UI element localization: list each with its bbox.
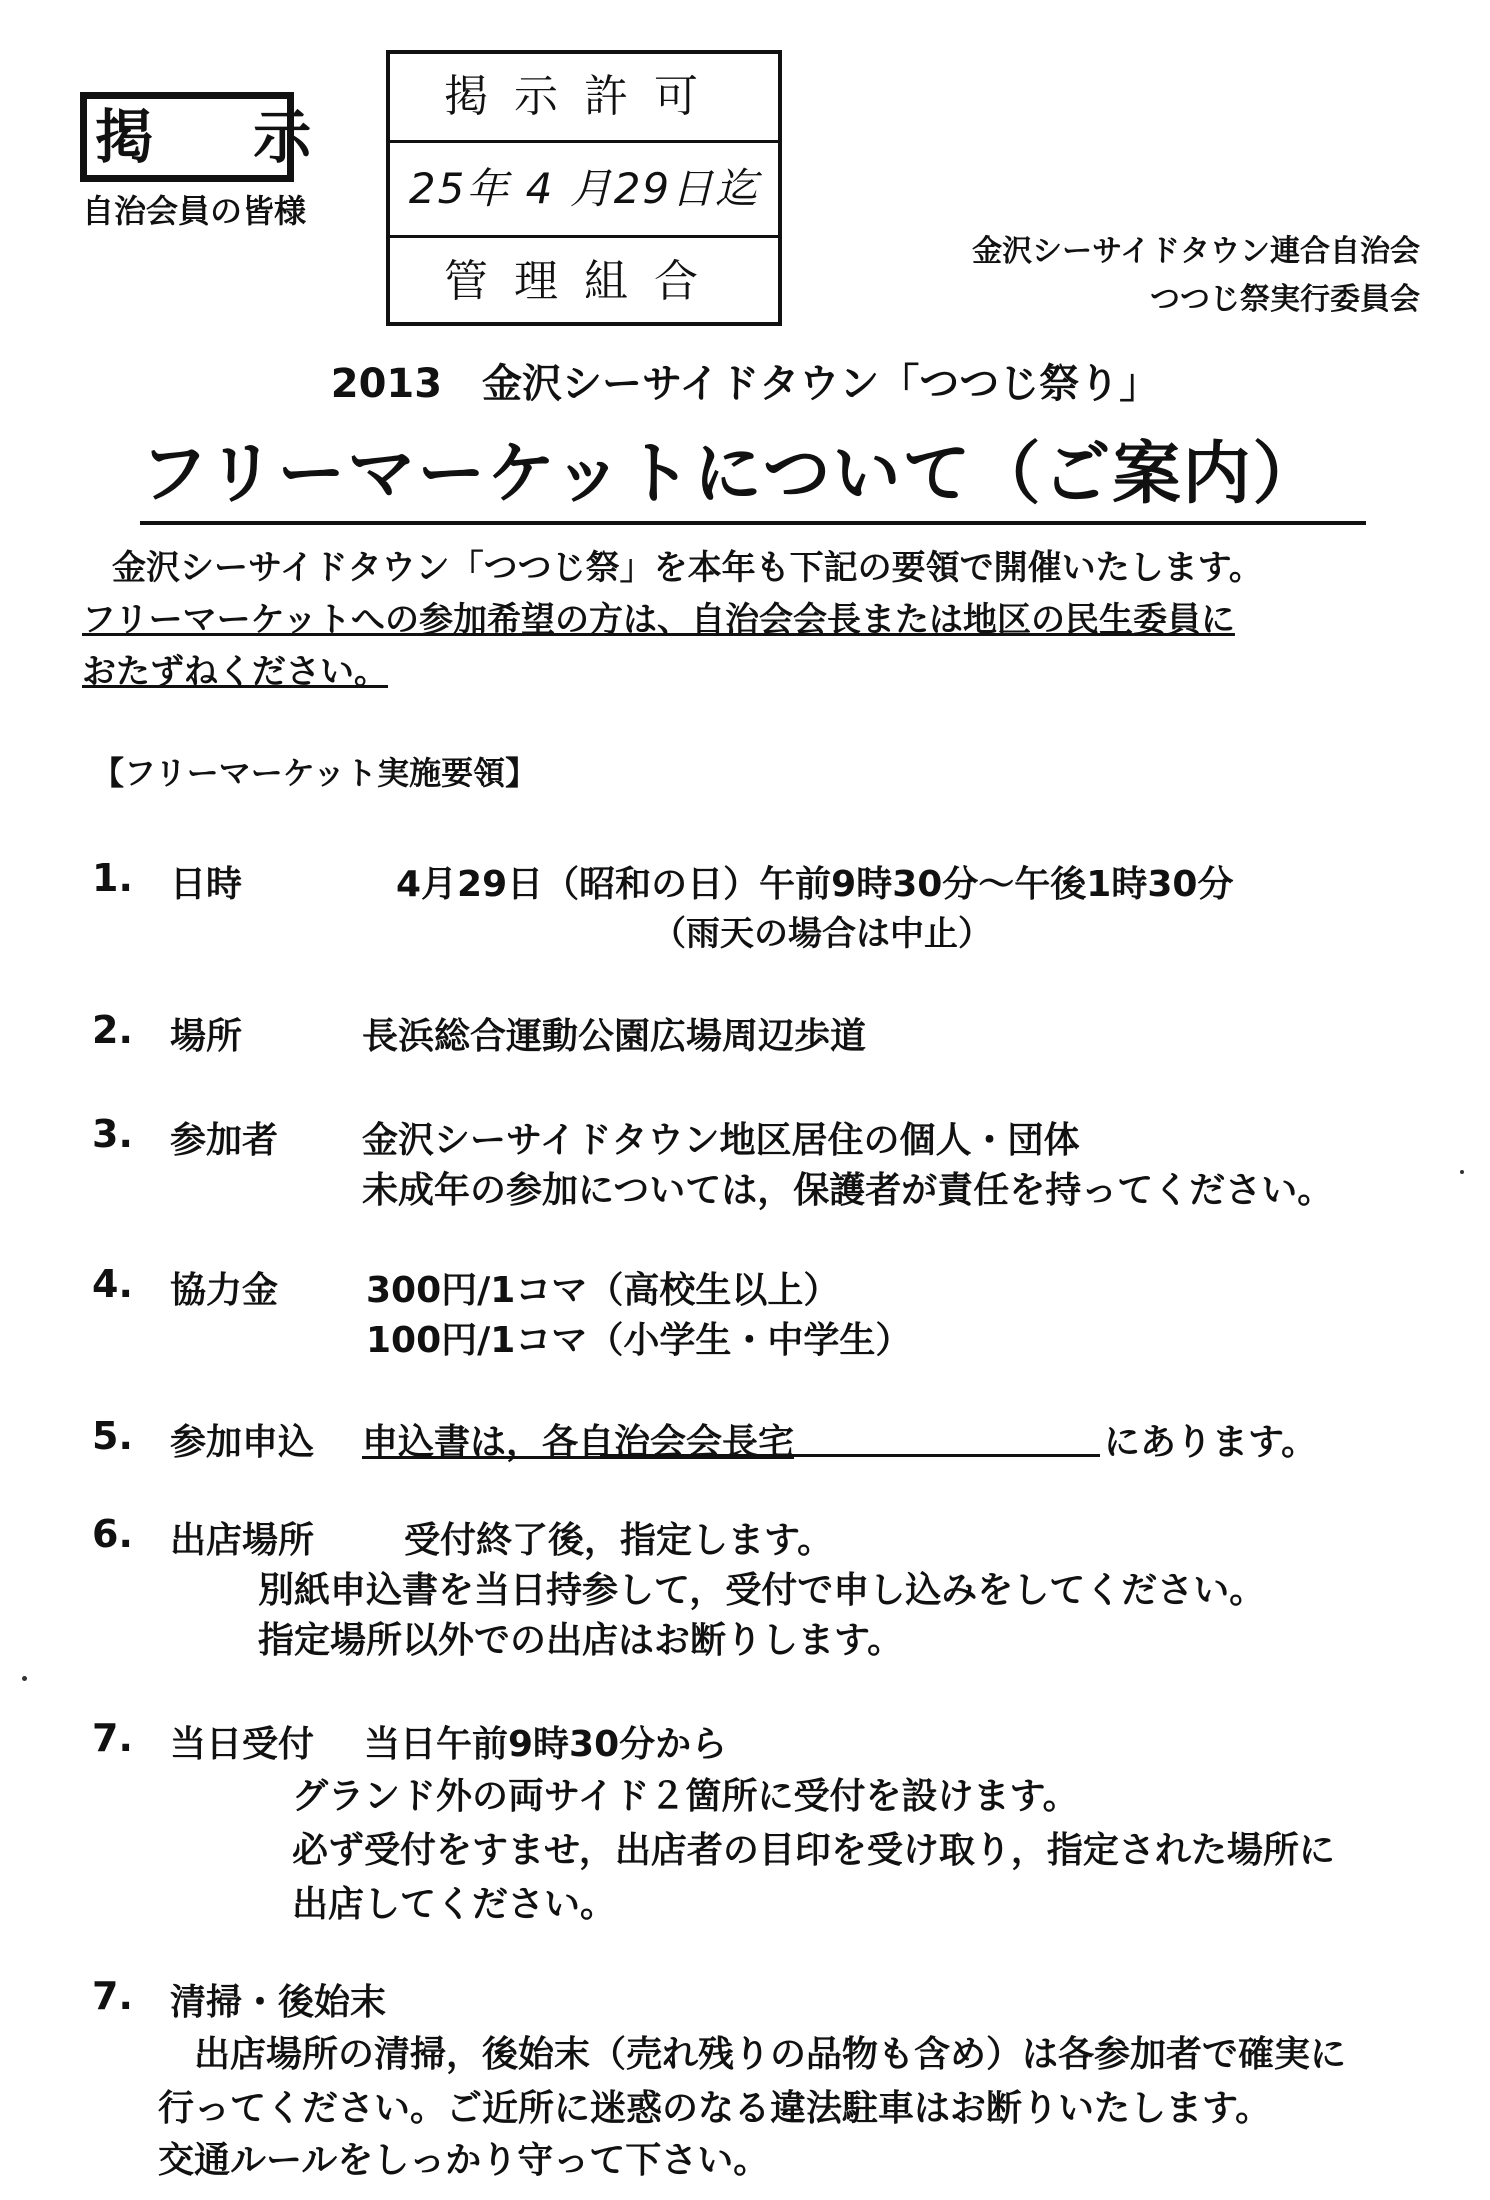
posting-label-text: 掲 示 xyxy=(87,99,287,175)
organizer-committee: つつじ祭実行委員会 xyxy=(1150,282,1420,317)
stamp-permission-label: 掲示許可 xyxy=(390,54,778,143)
intro-line-1: 金沢シーサイドタウン「つつじ祭」を本年も下記の要領で開催いたします。 xyxy=(112,548,1263,588)
organizer-federation: 金沢シーサイドタウン連合自治会 xyxy=(972,234,1420,269)
item-cleanup-line-2: 行ってください。ご近所に迷惑のなる違法駐車はお断りいたします。 xyxy=(158,2088,1272,2129)
scan-speck xyxy=(22,1676,27,1681)
item-number: 7. xyxy=(92,1716,133,1760)
item-booth-line-1: 受付終了後，指定します。 xyxy=(404,1520,834,1561)
posting-label xyxy=(80,92,352,182)
item-number: 4. xyxy=(92,1262,133,1306)
item-fee-high-school: 300円/1コマ（高校生以上） xyxy=(366,1270,840,1311)
item-label-reception: 当日受付 xyxy=(170,1724,315,1765)
item-number: 6. xyxy=(92,1512,133,1556)
item-reception-line-2: グランド外の両サイド２箇所に受付を設けます。 xyxy=(292,1776,1079,1817)
item-cleanup-line-3: 交通ルールをしっかり守って下さい。 xyxy=(158,2140,770,2181)
item-number: 7. xyxy=(92,1974,133,2018)
item-reception-line-4: 出店してください。 xyxy=(292,1884,617,1925)
scan-speck xyxy=(1460,1170,1464,1174)
intro-line-2: フリーマーケットへの参加希望の方は、自治会会長または地区の民生委員に xyxy=(82,600,1235,640)
item-application-where: 申込書は，各自治会会長宅 xyxy=(362,1422,795,1463)
item-number: 5. xyxy=(92,1414,133,1458)
item-label-datetime: 日時 xyxy=(170,864,243,905)
blank-underline xyxy=(600,1454,1100,1457)
item-datetime-note: （雨天の場合は中止） xyxy=(652,914,992,954)
item-label-participants: 参加者 xyxy=(170,1120,279,1161)
page-title: フリーマーケットについて（ご案内） xyxy=(140,420,1366,525)
item-label-booth: 出店場所 xyxy=(170,1520,315,1561)
item-label-fee: 協力金 xyxy=(170,1270,279,1311)
stamp-management-union: 管理組合 xyxy=(444,256,724,307)
recipient-line: 自治会員の皆様 xyxy=(82,192,307,230)
intro-line-3: おたずねください。 xyxy=(82,652,388,692)
item-label-cleanup: 清掃・後始末 xyxy=(170,1982,387,2023)
item-label-place: 場所 xyxy=(170,1016,243,1057)
item-cleanup-line-1: 出店場所の清掃，後始末（売れ残りの品物も含め）は各参加者で確実に xyxy=(194,2034,1347,2075)
item-fee-elementary: 100円/1コマ（小学生・中学生） xyxy=(366,1320,912,1361)
item-place-line: 長浜総合運動公園広場周辺歩道 xyxy=(362,1016,867,1057)
item-booth-line-2: 別紙申込書を当日持参して，受付で申し込みをしてください。 xyxy=(258,1570,1266,1611)
item-label-application: 参加申込 xyxy=(170,1422,315,1463)
item-datetime-line: 4月29日（昭和の日）午前9時30分～午後1時30分 xyxy=(396,864,1234,905)
item-reception-line-3: 必ず受付をすませ，出店者の目印を受け取り，指定された場所に xyxy=(292,1830,1335,1871)
item-reception-line-1: 当日午前9時30分から xyxy=(364,1724,728,1765)
item-number: 2. xyxy=(92,1008,133,1052)
item-number: 3. xyxy=(92,1112,133,1156)
item-application-tail: にあります。 xyxy=(1104,1422,1318,1463)
item-booth-line-3: 指定場所以外での出店はお断りします。 xyxy=(258,1620,904,1661)
item-number: 1. xyxy=(92,856,133,900)
section-heading: 【フリーマーケット実施要領】 xyxy=(92,754,538,792)
stamp-date-handwritten: 25年 4 月29日迄 xyxy=(390,143,778,238)
organizer-block xyxy=(972,228,1420,324)
item-participants-note: 未成年の参加については，保護者が責任を持ってください。 xyxy=(362,1170,1334,1211)
item-participants-line: 金沢シーサイドタウン地区居住の個人・団体 xyxy=(362,1120,1080,1161)
approval-stamp xyxy=(386,50,782,326)
title-subtitle: 2013 金沢シーサイドタウン「つつじ祭り」 xyxy=(330,361,1160,407)
